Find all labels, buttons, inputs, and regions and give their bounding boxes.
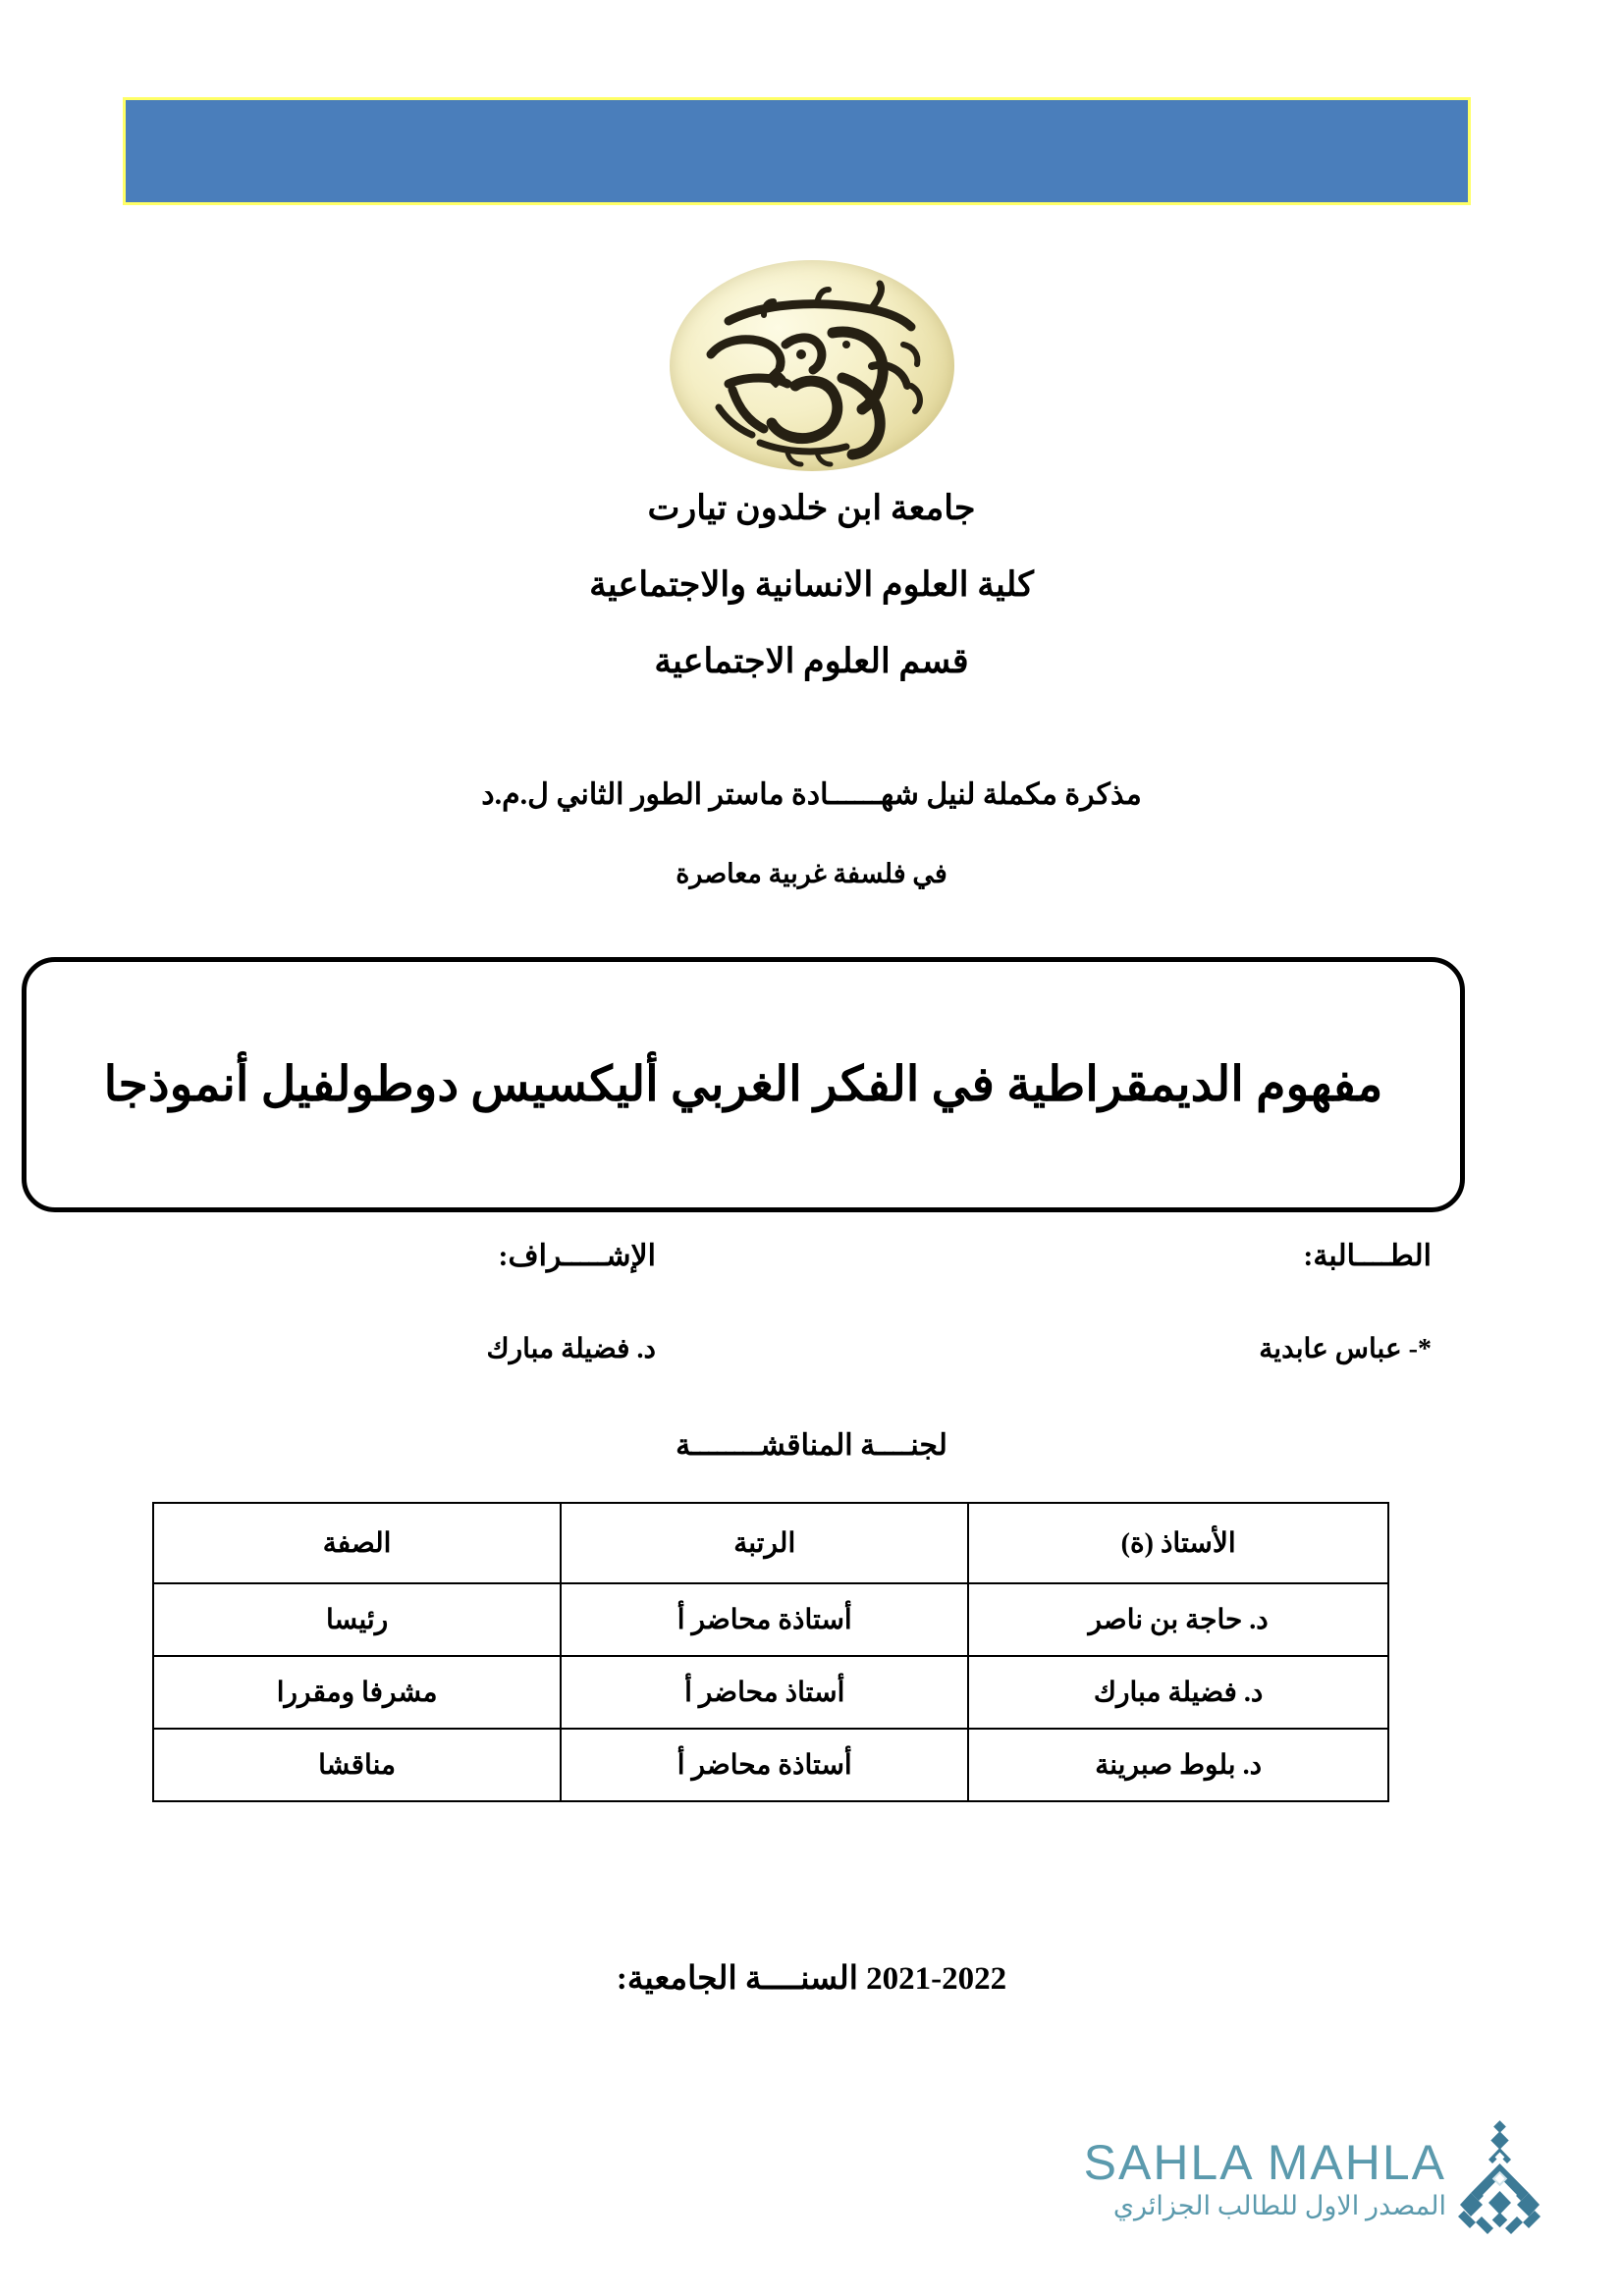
table-header-row [153,1503,1388,1583]
institution-heading [0,491,1623,721]
sahla-mahla-geometric-logo-icon [1452,2120,1546,2238]
committee-table [152,1502,1389,1802]
student-credit [1259,1239,1432,1365]
academic-year [0,1958,1623,1998]
student-label: الطــــالبة: [1303,1240,1432,1272]
university-emblem-icon [670,260,954,471]
faculty-name: كلية العلوم الانسانية والاجتماعية [589,565,1034,604]
degree-line-2: في فلسفة غربية معاصرة [676,859,947,888]
university-emblem-container [0,260,1623,476]
cell-rank: أستاذة محاضر أ [561,1583,968,1656]
student-name: *- عباس عابدية [1259,1334,1432,1364]
cell-professor: د. حاجة بن ناصر [968,1583,1388,1656]
thesis-title: مفهوم الديمقراطية في الفكر الغربي أليكسيس دوطولفيل أنموذجا [103,1057,1383,1112]
committee-heading: لجنــــة المناقشــــــــة [676,1429,947,1462]
table-row [153,1656,1388,1729]
department-name: قسم العلوم الاجتماعية [654,642,969,680]
cell-professor: د. فضيلة مبارك [968,1656,1388,1729]
cell-role: رئيسا [153,1583,561,1656]
cell-professor: د. بلوط صبرينة [968,1729,1388,1801]
column-header-role: الصفة [153,1503,561,1583]
table-row [153,1729,1388,1801]
cell-rank: أستاذ محاضر أ [561,1656,968,1729]
supervisor-name: د. فضيلة مبارك [486,1334,656,1364]
cell-role: مناقشا [153,1729,561,1801]
brand-name: SAHLA MAHLA [1083,2135,1446,2191]
column-header-rank: الرتبة [561,1503,968,1583]
column-header-professor: الأستاذ (ة) [968,1503,1388,1583]
thesis-title-box [22,957,1465,1212]
cell-role: مشرفا ومقررا [153,1656,561,1729]
brand-tagline: المصدر الاول للطالب الجزائري [1112,2190,1446,2220]
university-name: جامعة ابن خلدون تيارت [647,489,976,527]
decorative-blue-banner [123,97,1471,205]
supervisor-credit [487,1239,656,1365]
degree-line-1: مذكرة مكملة لنيل شهــــــادة ماستر الطور الثاني ل.م.د [481,778,1142,811]
academic-year-label: السنــــة الجامعية: [616,1961,858,1997]
table-row [153,1583,1388,1656]
cell-rank: أستاذة محاضر أ [561,1729,968,1801]
supervisor-label: الإشـــــراف: [498,1240,656,1272]
brand-watermark [1055,2120,1546,2268]
degree-statement [0,777,1623,889]
credits-section [0,1239,1623,1376]
academic-year-value: 2021-2022 [866,1961,1007,1997]
